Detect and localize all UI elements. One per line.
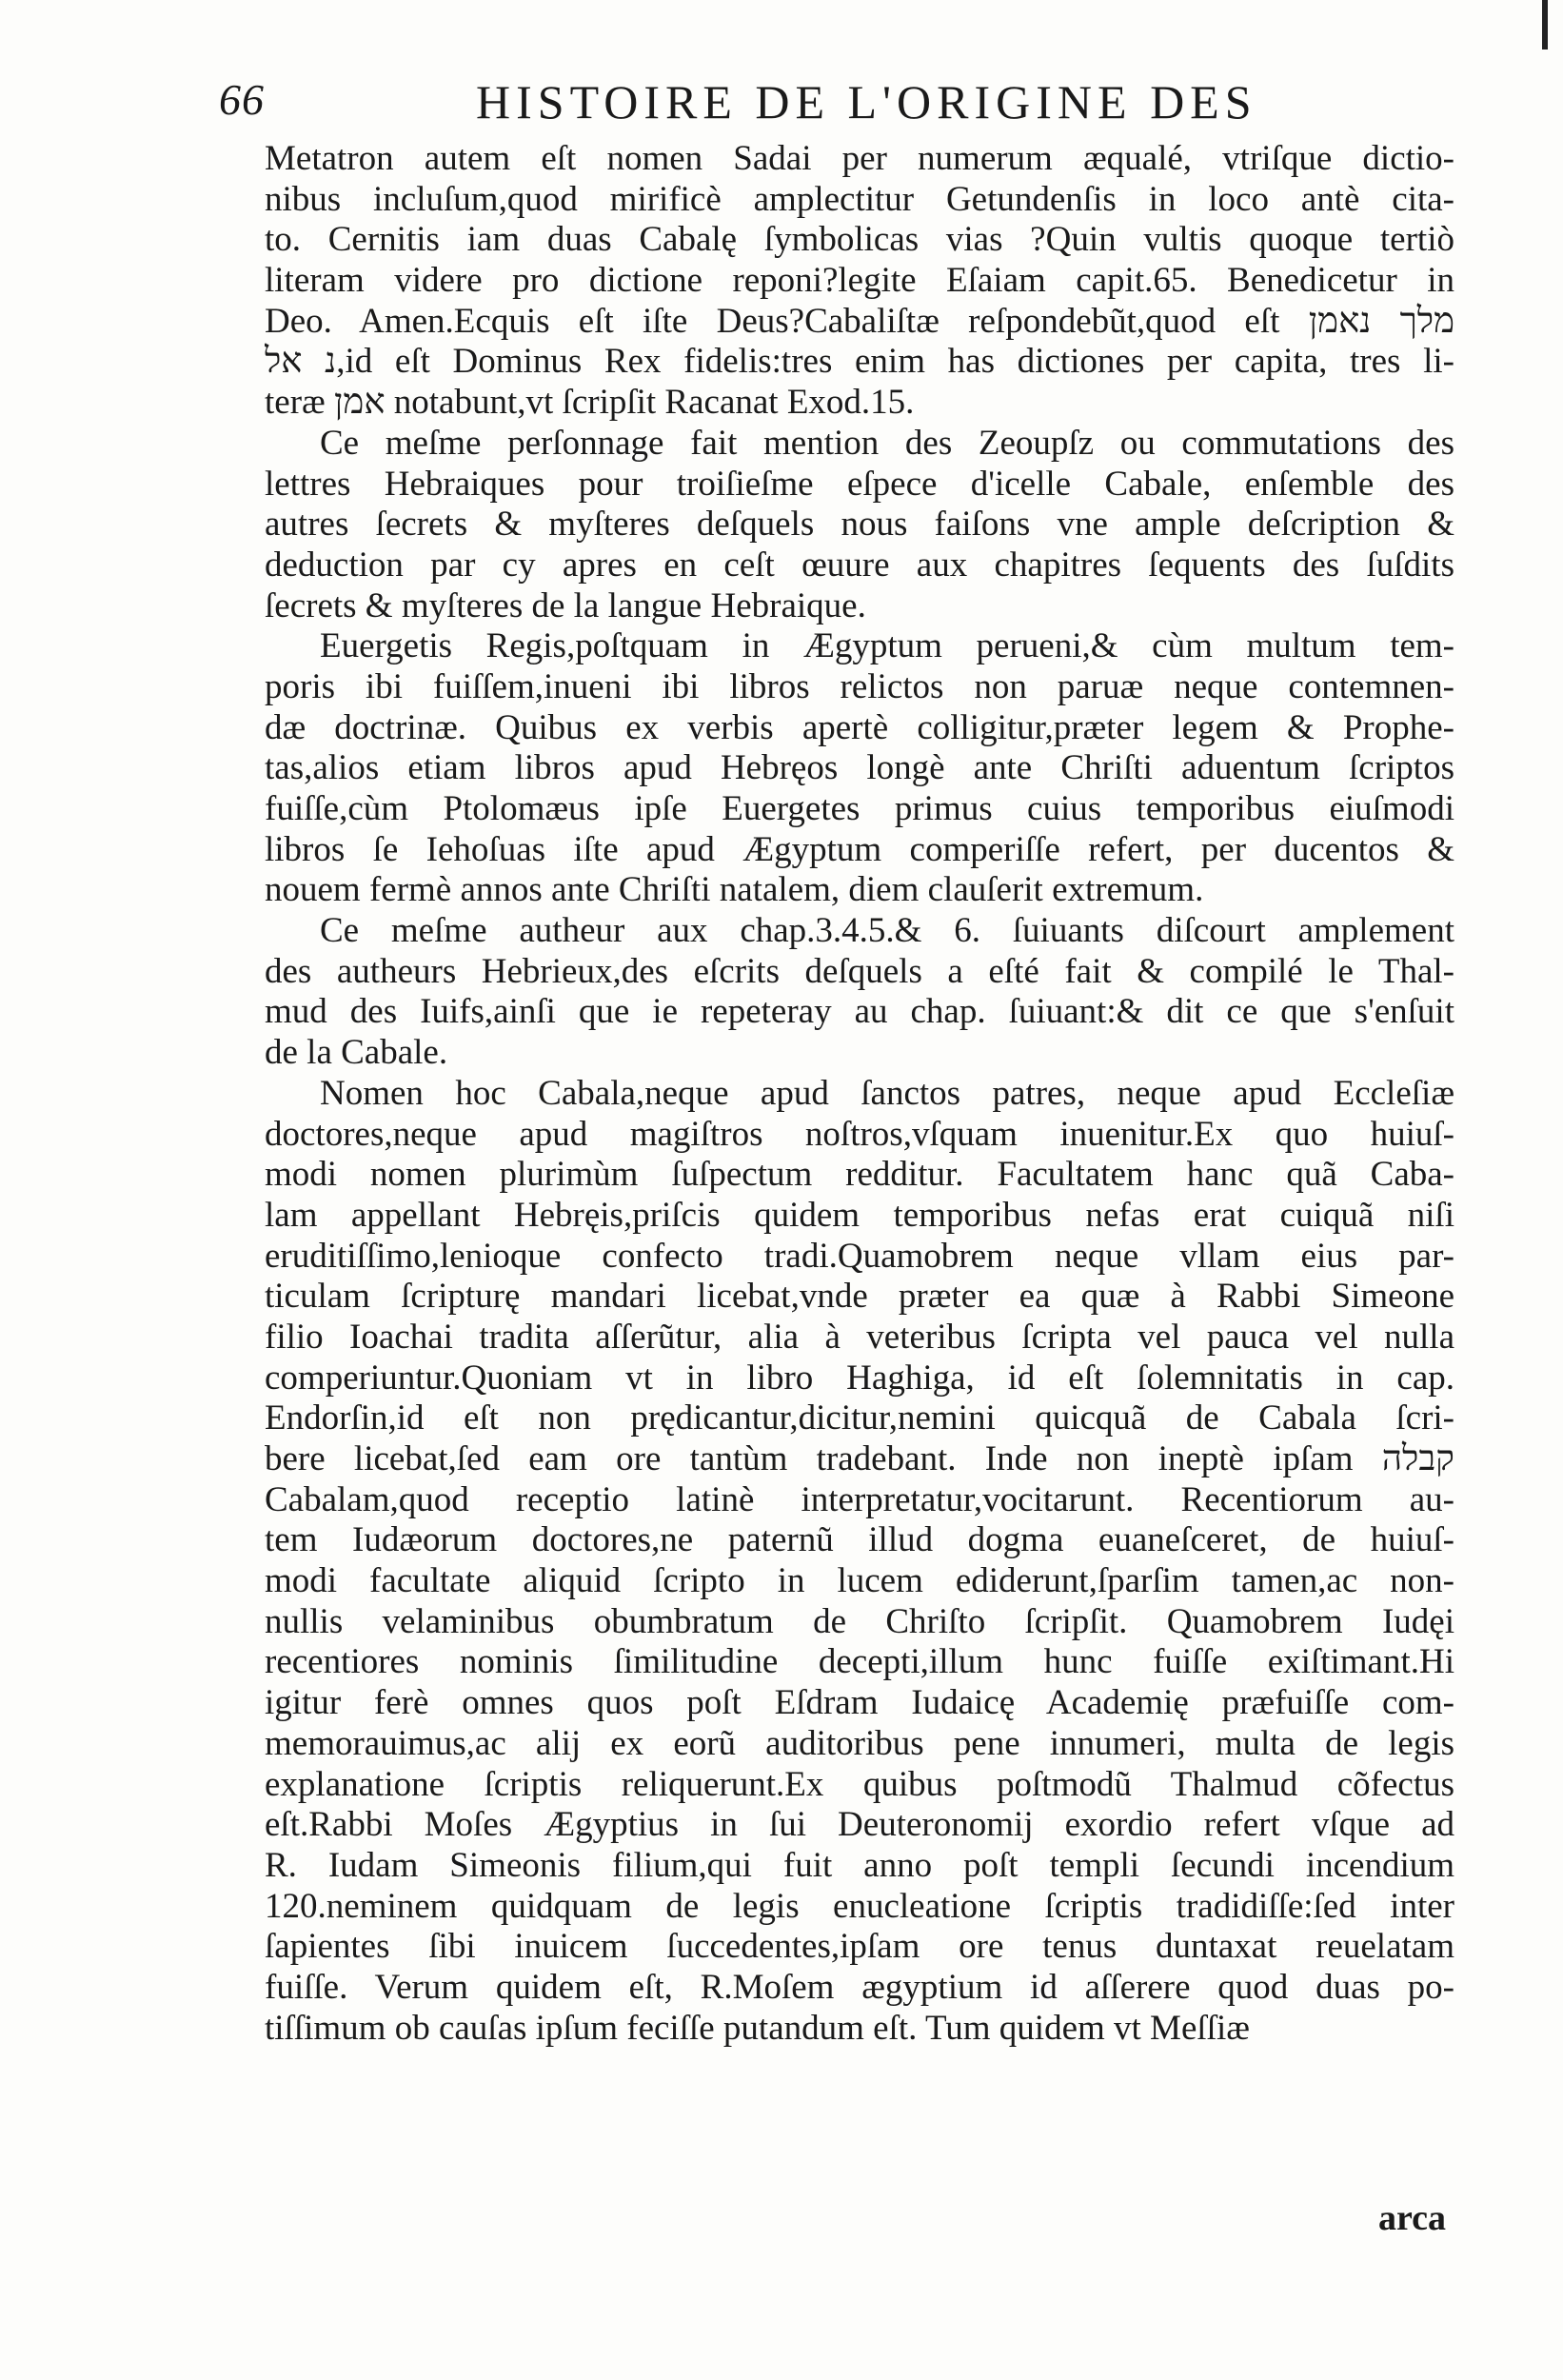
paragraph: [265, 626, 1454, 911]
text-line: נ אל,id eſt Dominus Rex fidelis:tres enim has dictiones per capita, tres li-: [265, 342, 1454, 382]
text-line: 120.neminem quidquam de legis enucleatione ſcriptis tradidiſſe:ſed inter: [265, 1886, 1454, 1926]
text-line: fuiſſe,cùm Ptolomæus ipſe Euergetes primus cuius temporibus eiuſmodi: [265, 789, 1454, 828]
running-title: HISTOIRE DE L'ORIGINE DES: [476, 75, 1257, 129]
text-line: modi nomen plurimùm ſuſpectum redditur. Facultatem hanc quã Caba-: [265, 1155, 1454, 1195]
text-line: literam videre pro dictione reponi?legite Eſaiam capit.65. Benedicetur in: [265, 261, 1454, 301]
text-line: ſecrets & myſteres de la langue Hebraique.: [265, 585, 866, 625]
text-line: to. Cernitis iam duas Cabalę ſymbolicas vias ?Quin vultis quoque tertiò: [265, 220, 1454, 260]
paragraph: [265, 911, 1454, 1074]
paragraph: [265, 424, 1454, 626]
text-line: Nomen hoc Cabala,neque apud ſanctos patres, neque apud Eccleſiæ: [320, 1073, 1454, 1113]
text-line: explanatione ſcriptis reliquerunt.Ex quibus poſtmodũ Thalmud cõfectus: [265, 1764, 1454, 1804]
text-line: ſapientes ſibi inuicem ſuccedentes,ipſam ore tenus duntaxat reuelatam: [265, 1927, 1454, 1967]
text-line: lettres Hebraiques pour troiſieſme eſpece d'icelle Cabale, enſemble des: [265, 464, 1454, 504]
text-line: recentiores nominis ſimilitudine decepti,illum hunc fuiſſe exiſtimant.Hi: [265, 1642, 1454, 1682]
text-line: Endorſin,id eſt non prędicantur,dicitur,nemini quicquã de Cabala ſcri-: [265, 1398, 1454, 1438]
text-line: libros ſe Iehoſuas iſte apud Ægyptum comperiſſe refert, per ducentos &: [265, 829, 1454, 869]
text-line: mud des Iuifs,ainſi que ie repeteray au chap. ſuiuant:& dit ce que s'enſuit: [265, 992, 1454, 1032]
text-line: fuiſſe. Verum quidem eſt, R.Moſem ægyptium id aſſerere quod duas po-: [265, 1967, 1454, 2007]
text-line: doctores,neque apud magiſtros noſtros,vſquam inuenitur.Ex quo huiuſ-: [265, 1114, 1454, 1154]
text-line: Euergetis Regis,poſtquam in Ægyptum perueni,& cùm multum tem-: [320, 626, 1454, 666]
text-line: modi facultate aliquid ſcripto in lucem ediderunt,ſparſim tamen,ac non-: [265, 1561, 1454, 1601]
text-line: autres ſecrets & myſteres deſquels nous faiſons vne ample deſcription &: [265, 505, 1454, 545]
text-line: tas,alios etiam libros apud Hebręos longè ante Chriſti aduentum ſcriptos: [265, 748, 1454, 788]
text-line: eſt.Rabbi Moſes Ægyptius in ſui Deuteronomij exordio refert vſque ad: [265, 1805, 1454, 1845]
text-line: R. Iudam Simeonis filium,qui fuit anno poſt templi ſecundi incendium: [265, 1845, 1454, 1885]
text-line: igitur ferè omnes quos poſt Eſdram Iudaicę Academię præfuiſſe com-: [265, 1683, 1454, 1723]
text-line: deduction par cy apres en ceſt œuure aux chapitres ſequents des ſuſdits: [265, 545, 1454, 585]
page-header: [219, 74, 1504, 141]
paragraph: [265, 1074, 1454, 2050]
page-number: 66: [219, 75, 265, 124]
text-line: bere licebat,ſed eam ore tantùm tradebant. Inde non ineptè ipſam קבלה: [265, 1439, 1454, 1478]
text-line: ticulam ſcripturę mandari licebat,vnde præter ea quæ à Rabbi Simeone: [265, 1277, 1454, 1317]
text-line: tem Iudæorum doctores,ne paternũ illud dogma euaneſceret, de huiuſ-: [265, 1520, 1454, 1560]
text-line: tiſſimum ob cauſas ipſum feciſſe putandum eſt. Tum quidem vt Meſſiæ: [265, 2008, 1250, 2048]
text-line: dæ doctrinæ. Quibus ex verbis apertè colligitur,præter legem & Prophe-: [265, 707, 1454, 747]
body-text: [265, 139, 1454, 2049]
text-line: lam appellant Hebręis,priſcis quidem temporibus nefas erat cuiquã niſi: [265, 1195, 1454, 1235]
text-line: Ce meſme perſonnage fait mention des Zeoupſz ou commutations des: [320, 423, 1454, 463]
text-line: poris ibi fuiſſem,inueni ibi libros relictos non paruæ neque contemnen-: [265, 666, 1454, 706]
text-line: Metatron autem eſt nomen Sadai per numerum æqualé, vtriſque dictio-: [265, 139, 1454, 178]
text-line: Ce meſme autheur aux chap.3.4.5.& 6. ſuiuants diſcourt amplement: [320, 911, 1454, 951]
text-line: nullis velaminibus obumbratum de Chriſto ſcripſit. Quamobrem Iudęi: [265, 1601, 1454, 1641]
text-line: memorauimus,ac alij ex eorũ auditoribus pene innumeri, multa de legis: [265, 1723, 1454, 1763]
text-line: nouem fermè annos ante Chriſti natalem, diem clauſerit extremum.: [265, 870, 1204, 910]
text-line: teræ אמן notabunt,vt ſcripſit Racanat Exod.15.: [265, 383, 915, 423]
text-line: filio Ioachai tradita aſſerũtur, alia à veteribus ſcripta vel pauca vel nulla: [265, 1317, 1454, 1357]
text-line: de la Cabale.: [265, 1033, 448, 1073]
text-line: nibus incluſum,quod mirificè amplectitur Getundenſis in loco antè cita-: [265, 179, 1454, 219]
text-line: comperiuntur.Quoniam vt in libro Haghiga, id eſt ſolemnitatis in cap.: [265, 1358, 1454, 1398]
text-line: des autheurs Hebrieux,des eſcrits deſquels a eſté fait & compilé le Thal-: [265, 951, 1454, 991]
text-line: Cabalam,quod receptio latinè interpretatur,vocitarunt. Recentiorum au-: [265, 1479, 1454, 1519]
text-line: Deo. Amen.Ecquis eſt iſte Deus?Cabaliſtæ reſpondebũt,quod eſt מלך נאמן: [265, 301, 1454, 341]
page-corner-mark: [1542, 0, 1548, 50]
text-line: eruditiſſimo,lenioque confecto tradi.Quamobrem neque vllam eius par-: [265, 1236, 1454, 1276]
catchword: arca: [1378, 2198, 1447, 2238]
paragraph: [265, 139, 1454, 424]
